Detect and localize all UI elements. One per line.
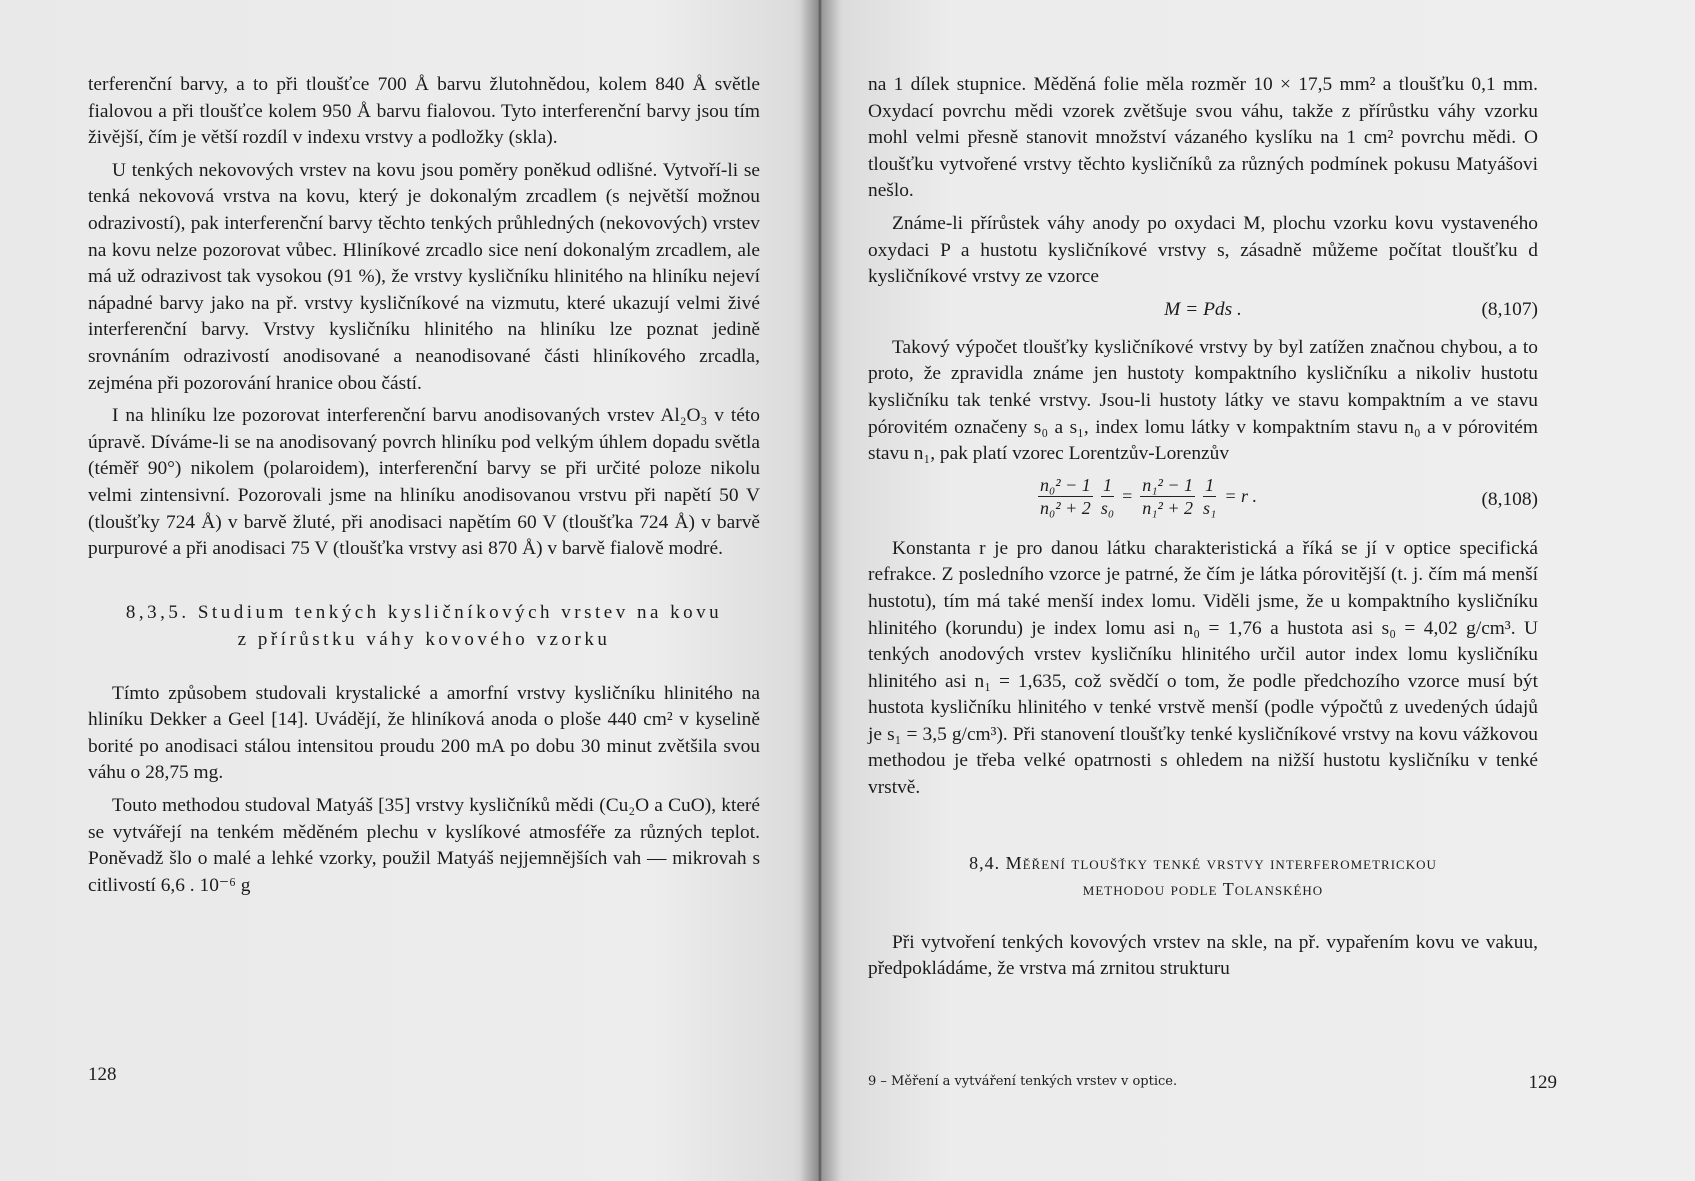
section-heading-line: methodou podle Tolanského [1082,878,1324,899]
paragraph: Tímto způsobem studovali krystalické a amorfní vrstvy kysličníku hlinitého na hliníku Dekker a Geel [14]. Uvádějí, že hliníková anoda o ploše 440 cm² v kyselině borité po anodisaci stálou intensitou proudu 200 mA po dobu 30 minut zvětšila svou váhu o 28,75 mg. [88,682,760,784]
paragraph: Touto methodou studoval Matyáš [35] vrstvy kysličníků mědi (Cu₂O a CuO), které se vytvářejí na tenkém měděném plechu v kyslíkové atmosféře za různých teplot. Poněvadž šlo o malé a lehké vzorky, použil Matyáš nejjemnějších vah — mikrovah s citlivostí 6,6 . 10⁻⁶ g [88,795,760,896]
paragraph: I na hliníku lze pozorovat interferenční barvu anodisovaných vrstev Al₂O₃ v této úpravě. Díváme-li se na anodisovaný povrch hliníku pod velkým úhlem dopadu světla (téměř 90°) nikolem (polaroidem), interferenční barvy se při určité poloze nikolu velmi zintensivní. Pozorovali jsme na hliníku anodisovanou vrstvu při napětí 50 V (tloušťky 724 Å) v barvě žluté, při anodisaci napětím 60 V (tloušťka 724 Å) v barvě purpurové a při anodisaci 75 V (tloušťka vrstvy asi 870 Å) v barvě fialově modré. [88,405,760,560]
fraction [1038,474,1093,519]
section-heading-line: 8,4. Měření tloušťky tenké vrstvy interferometrickou [969,852,1437,873]
equation-8-108 [868,474,1538,528]
right-page-text [868,72,1538,989]
denominator: s₀ [1100,497,1115,518]
numerator: 1 [1205,474,1215,495]
paragraph: Při vytvoření tenkých kovových vrstev na skle, na př. vypařením kovu ve vakuu, předpokládáme, že vrstva má zrnitou strukturu [868,931,1538,980]
paragraph: Známe-li přírůstek váhy anody po oxydaci M, plochu vzorku kovu vystaveného oxydaci P a hustotu kysličníkové vrstvy s, zásadně můžeme počítat tloušťku d kysličníkové vrstvy ze vzorce [868,212,1538,288]
section-heading [88,599,760,653]
paragraph: terferenční barvy, a to při tloušťce 700 Å barvu žlutohnědou, kolem 840 Å světle fialovou a při tloušťce kolem 950 Å barvu fialovou. Tyto interferenční barvy jsou tím živější, čím je větší rozdíl v indexu vrstvy a podložky (skla). [88,74,760,149]
equation-number: (8,107) [1481,298,1538,320]
fraction [1140,474,1195,519]
page-number: 128 [88,1064,117,1085]
chapter-footer-note: 9 – Měření a vytváření tenkých vrstev v optice. [868,1074,1178,1089]
equation-body: M = Pds . [1164,298,1242,320]
paragraph: Takový výpočet tloušťky kysličníkové vrstvy by byl zatížen značnou chybou, a to proto, že zpravidla známe jen hustoty kompaktního kysličníku a nikoliv hustotu kysličníku tak tenké vrstvy. Jsou-li hustoty látky ve stavu kompaktním a ve stavu pórovitém označeny s₀ a s₁, index lomu látky v kompaktním stavu n₀ a v pórovitém stavu n₁, pak platí vzorec Lorentzův-Lorenzův [868,336,1538,465]
denominator: n₀² + 2 [1040,497,1091,518]
numerator: 1 [1102,474,1112,495]
section-heading-line: z přírůstku váhy kovového vzorku [237,628,611,650]
equation-rhs: = r . [1224,485,1257,506]
section-heading-line: 8,3,5. Studium tenkých kysličníkových vrstev na kovu [125,601,723,623]
paragraph: U tenkých nekovových vrstev na kovu jsou poměry poněkud odlišné. Vytvoří-li se tenká nekovová vrstva na kovu, který je dokonalým zrcadlem (s největší možnou odrazivostí), pak interferenční barvy těchto tenkých průhledných (nekovových) vrstev na kovu nelze pozorovat vůbec. Hliníkové zrcadlo sice není dokonalým zrcadlem, ale má už odrazivost tak vysokou (91 %), že vrstvy kysličníku hlinitého na hliníku nejeví nápadné barvy jako na př. vrstvy kysličníkové na vizmutu, které ukazují velmi živé interferenční barvy. Vrstvy kysličníku hlinitého na hliníku lze poznat jedině srovnáním odrazivostí anodisované a neanodisované části hliníkového zrcadla, zejména při pozorování hranice obou částí. [88,159,760,394]
left-page [0,0,818,1181]
equals-sign: = [1122,485,1133,506]
equation-8-107 [868,297,1538,329]
denominator: s₁ [1203,497,1217,518]
equation-body [1038,474,1257,519]
left-page-text [88,72,760,905]
numerator: n₁² − 1 [1142,474,1194,495]
right-page [818,0,1695,1181]
denominator: n₁² + 2 [1142,497,1194,518]
section-heading [868,850,1538,902]
paragraph: Konstanta r je pro danou látku charakteristická a říká se jí v optice specifická refrakce. Z posledního vzorce je patrné, že čím je látka pórovitější (t. j. čím má menší hustotu), tím má také menší index lomu. Viděli jsme, že u kompaktního kysličníku hlinitého (korundu) je index lomu asi n₀ = 1,76 a hustota asi s₀ = 4,02 g/cm³. U tenkých anodových vrstev kysličníku hlinitého určil autor index lomu kysličníku hlinitého asi n₁ = 1,635, což svědčí o tom, že podle předchozího vzorce musí být hustota kysličníku hlinitého v tenké vrstvě menší (podle výpočtů z uvedených údajů je s₁ = 3,5 g/cm³). Při stanovení tloušťky tenké kysličníkové vrstvy na kovu vážkovou methodou je třeba velké opatrnosti s ohledem na nižší hustotu kysličníku v tenké vrstvě. [868,537,1538,799]
paragraph: na 1 dílek stupnice. Měděná folie měla rozměr 10 × 17,5 mm² a tloušťku 0,1 mm. Oxydací povrchu mědi vzorek zvětšuje svou váhu, takže z přírůstku váhy vzorku mohl velmi přesně stanovit množství vázaného kyslíku na 1 cm² povrchu mědi. O tloušťku vytvořené vrstvy těchto kysličníků za různých podmínek pokusu Matyášovi nešlo. [868,74,1538,202]
fraction [1203,474,1216,519]
numerator: n₀² − 1 [1040,474,1091,495]
equation-number: (8,108) [1481,488,1538,510]
fraction [1101,474,1114,519]
page-number: 129 [1528,1072,1557,1093]
